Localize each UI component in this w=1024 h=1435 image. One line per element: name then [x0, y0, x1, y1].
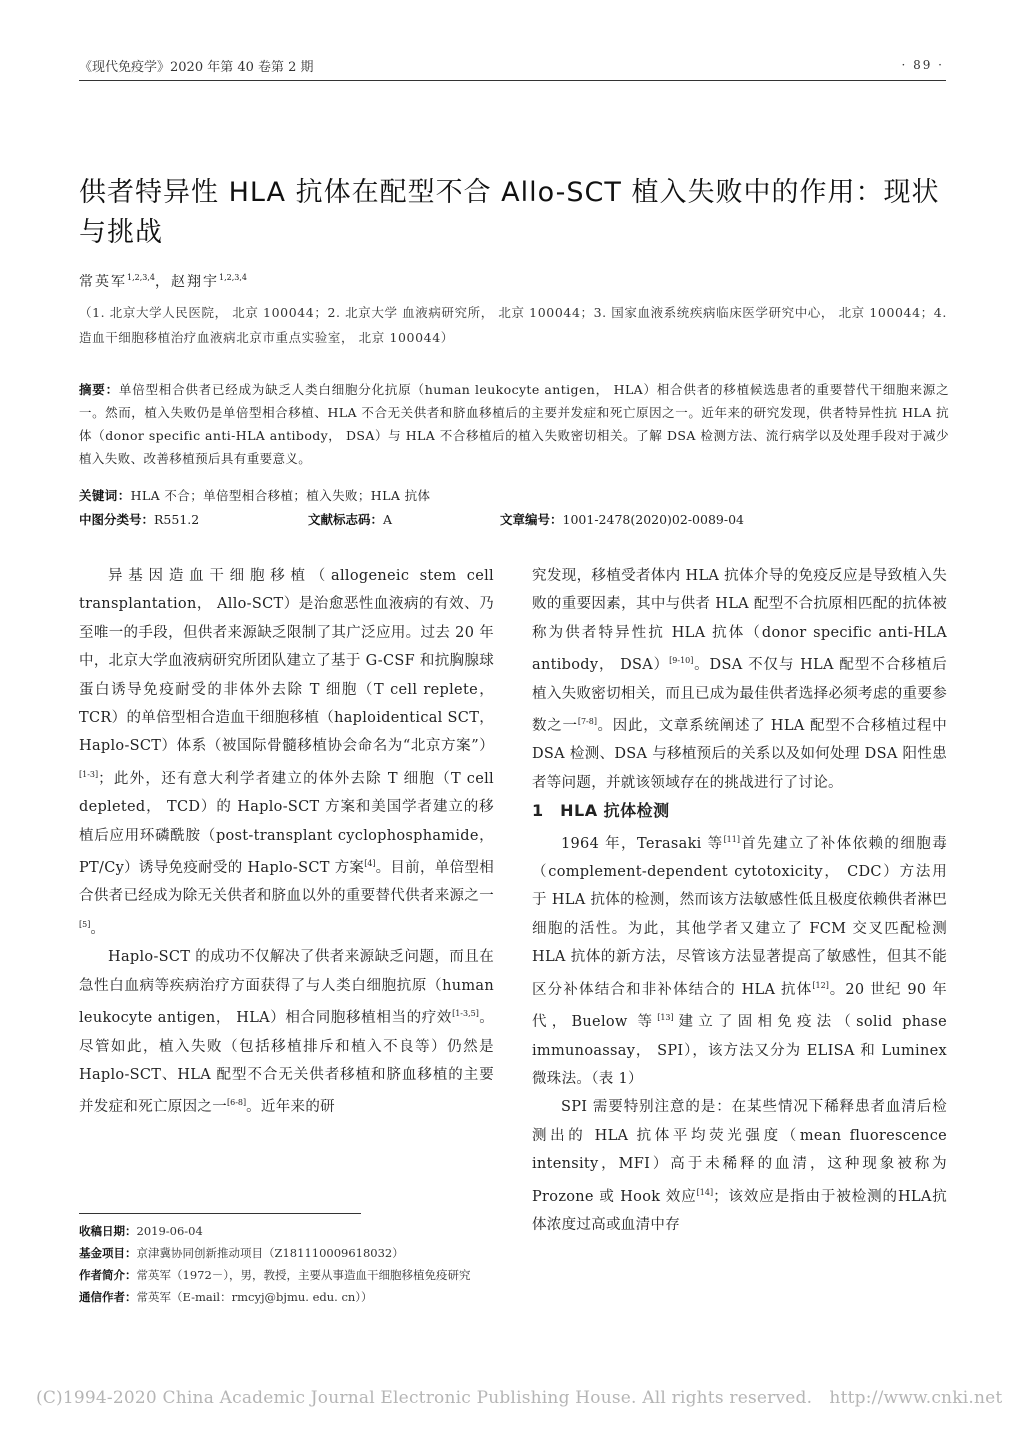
footnotes	[79, 1220, 499, 1308]
affiliations: （1. 北京大学人民医院， 北京 100044；2. 北京大学 血液病研究所， 北京 100044；3. 国家血液系统疾病临床医学研究中心， 北京 100044；4. 造血干细胞移植治疗血液病北京市重点实验室， 北京 100044）	[79, 305, 947, 345]
document-code	[308, 510, 392, 528]
keywords-text: HLA 不合；单倍型相合移植；植入失败；HLA 抗体	[130, 488, 431, 503]
author-affil-marker: 1,2,3,4	[219, 273, 247, 282]
author-separator: ，	[155, 274, 171, 290]
abstract-text: 单倍型相合供者已经成为缺乏人类白细胞分化抗原（human leukocyte antigen， HLA）相合供者的移植候选患者的重要替代干细胞来源之一。然而，植入失败仍是单倍型相合移植、HLA 不合无关供者和脐血移植后的主要并发症和死亡原因之一。近年来的研究发现，供者特异性抗 HLA 抗体（donor specific anti-HLA antibody， DSA）与 HLA 不合移植后的植入失败密切相关。了解 DSA 检测方法、流行病学以及处理手段对于减少植入失败、改善移植预后具有重要意义。	[79, 382, 949, 466]
running-header: 《现代免疫学》2020 年第 40 卷第 2 期	[79, 60, 314, 75]
citation: [7-8]	[577, 717, 597, 727]
paragraph: 究发现，移植受者体内 HLA 抗体介导的免疫反应是导致植入失败的重要因素，其中与供者 HLA 配型不合抗原相匹配的抗体被称为供者特异性抗 HLA 抗体（donor specific anti-HLA antibody， DSA）[9-10]。DSA 不仅与 HLA 配型不合移植后植入失败密切相关，而且已成为最佳供者选择必须考虑的重要参数之一[7-8]。因此，文章系统阐述了 HLA 配型不合移植过程中 DSA 检测、DSA 与移植预后的关系以及如何处理 DSA 阳性患者等问题，并就该领域存在的挑战进行了讨论。	[532, 568, 947, 791]
paragraph: 异基因造血干细胞移植（allogeneic stem cell transplantation， Allo-SCT）是治愈恶性血液病的有效、乃至唯一的手段，但供者来源缺乏限制了其广泛应用。过去 20 年中，北京大学血液病研究所团队建立了基于 G-CSF 和抗胸腺球蛋白诱导免疫耐受的非体外去除 T 细胞（T cell replete， TCR）的单倍型相合造血干细胞移植（haploidentical SCT， Haplo-SCT）体系（被国际骨髓移植协会命名为“北京方案”）[1-3]；此外，还有意大利学者建立的体外去除 T 细胞（T cell depleted， TCD）的 Haplo-SCT 方案和美国学者建立的移植后应用环磷酰胺（post-transplant cyclophosphamide， PT/Cy）诱导免疫耐受的 Haplo-SCT 方案[4]。目前，单倍型相合供者已经成为除无关供者和脐血以外的重要替代供者来源之一[5]。	[79, 568, 494, 937]
header-rule	[79, 80, 946, 81]
paragraph: 1964 年，Terasaki 等[11]首先建立了补体依赖的细胞毒（complement-dependent cytotoxicity， CDC）方法用于 HLA 抗体的检测，然而该方法敏感性低且极度依赖供者淋巴细胞的活性。为此，其他学者又建立了 FCM 交叉匹配检测 HLA 抗体的新方法，尽管该方法显著提高了敏感性，但其不能区分补体结合和非补体结合的 HLA 抗体[12]。20 世纪 90 年代，Buelow 等[13]建立了固相免疫法（solid phase immunoassay， SPI），该方法又分为 ELISA 和 Luminex 微珠法。（表 1）	[532, 834, 948, 1087]
paragraph: Haplo-SCT 的成功不仅解决了供者来源缺乏问题，而且在急性白血病等疾病治疗方面获得了与人类白细胞抗原（human leukocyte antigen， HLA）相合同胞移植相当的疗效[1-3,5]。尽管如此，植入失败（包括移植排斥和植入不良等）仍然是 Haplo-SCT、HLA 配型不合无关供者移植和脐血移植的主要并发症和死亡原因之一[6-8]。近年来的研	[79, 949, 494, 1116]
citation: [6-8]	[227, 1098, 247, 1108]
article-title: 供者特异性 HLA 抗体在配型不合 Allo-SCT 植入失败中的作用：现状与挑战	[79, 177, 940, 248]
doc-code-label: 文献标志码：	[308, 512, 384, 527]
keywords	[79, 486, 430, 504]
author-line	[79, 271, 247, 291]
author-name: 赵翔宇	[171, 274, 219, 290]
article-number-value: 1001-2478(2020)02-0089-04	[562, 512, 744, 527]
keywords-label: 关键词：	[79, 488, 131, 503]
citation: [12]	[812, 980, 829, 990]
abstract	[79, 378, 949, 470]
footnote-author-bio: 作者简介：常英军（1972－），男，教授，主要从事造血干细胞移植免疫研究	[79, 1268, 471, 1282]
footnote-received: 收稿日期：2019-06-04	[79, 1224, 203, 1238]
copyright-watermark: (C)1994-2020 China Academic Journal Electronic Publishing House. All rights reserved. http://www.cnki.net	[36, 1388, 1003, 1408]
citation: [5]	[79, 919, 91, 929]
paragraph: SPI 需要特别注意的是：在某些情况下稀释患者血清后检测出的 HLA 抗体平均荧光强度（mean fluorescence intensity，MFI）高于未稀释的血清，这种现象被称为 Prozone 或 Hook 效应[14]；该效应是指由于被检测的HLA抗体浓度过高或血清中存	[532, 1099, 947, 1233]
citation: [1-3,5]	[452, 1009, 479, 1019]
clc-value: R551.2	[154, 512, 200, 527]
citation: [14]	[696, 1187, 714, 1197]
body-column-right	[532, 562, 947, 1239]
author-name: 常英军	[79, 274, 127, 290]
footnote-fund: 基金项目：京津冀协同创新推动项目（Z181110009618032）	[79, 1246, 404, 1260]
footnote-corresponding: 通信作者：常英军（E-mail：rmcyj@bjmu. edu. cn））	[79, 1290, 373, 1304]
abstract-label: 摘要：	[79, 382, 119, 397]
citation: [9-10]	[669, 656, 694, 666]
clc-number	[79, 510, 199, 528]
article-number	[500, 510, 744, 528]
citation: [13]	[657, 1013, 674, 1023]
section-heading: 1 HLA 抗体检测	[532, 801, 670, 821]
clc-label: 中图分类号：	[79, 512, 155, 527]
footnote-rule	[79, 1213, 361, 1214]
citation: [4]	[364, 859, 376, 869]
citation: [1-3]	[79, 769, 99, 779]
doc-code-value: A	[383, 512, 393, 527]
author-affil-marker: 1,2,3,4	[127, 273, 155, 282]
citation: [11]	[723, 834, 740, 844]
page-number: · 89 ·	[901, 58, 944, 72]
body-column-left	[79, 562, 494, 1122]
article-number-label: 文章编号：	[500, 512, 563, 527]
